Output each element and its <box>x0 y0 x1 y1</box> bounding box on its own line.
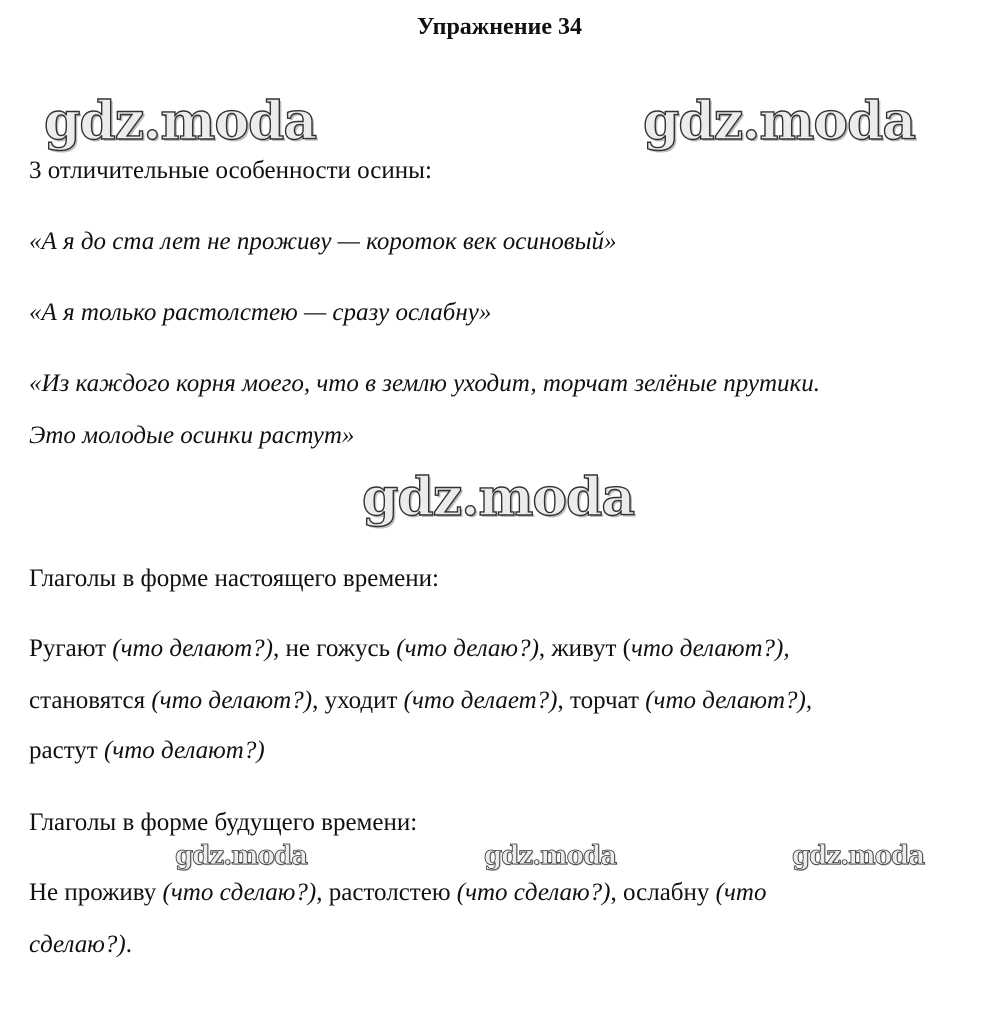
verb-text: растут <box>29 737 104 764</box>
answer-line <box>29 878 766 908</box>
question-text: сделаю?) <box>29 931 126 958</box>
watermark-logo: gdz.moda <box>44 91 317 152</box>
question-text: (что <box>715 879 767 906</box>
quote-line: «Из каждого корня моего, что в землю уходит, торчат зелёные прутики. <box>29 370 821 397</box>
question-text: (что делаю?) <box>396 635 539 662</box>
section-heading-present: Глаголы в форме настоящего времени: <box>29 565 439 592</box>
verb-text: , живут ( <box>538 635 631 662</box>
verb-text: , растолстею <box>316 879 457 906</box>
question-text: (что сделаю?) <box>162 879 317 906</box>
answer-line <box>29 686 812 716</box>
question-text: (что делают?), <box>645 687 813 714</box>
watermark-logo: gdz.moda <box>643 91 916 152</box>
verb-text: , торчат <box>557 687 646 714</box>
answer-line <box>29 736 265 766</box>
verb-text: , уходит <box>312 687 404 714</box>
watermark-logo: gdz.moda <box>484 841 617 871</box>
watermark-logo: gdz.moda <box>362 467 635 528</box>
watermark-logo: gdz.moda <box>792 841 925 871</box>
page-title: Упражнение 34 <box>416 14 582 40</box>
question-text: что делают?), <box>631 635 790 662</box>
section-heading-future: Глаголы в форме будущего времени: <box>29 809 418 836</box>
verb-text: , не гожусь <box>272 635 397 662</box>
question-text: (что делают?) <box>151 687 313 714</box>
verb-text: , ослабну <box>610 879 716 906</box>
section-heading-features: 3 отличительные особенности осины: <box>29 157 432 184</box>
answer-line <box>29 634 790 664</box>
question-text: (что делает?) <box>403 687 558 714</box>
watermark-logo: gdz.moda <box>175 841 308 871</box>
verb-text: . <box>125 931 132 958</box>
verb-text: Не проживу <box>29 879 163 906</box>
question-text: (что сделаю?) <box>456 879 611 906</box>
verb-text: становятся <box>29 687 152 714</box>
answer-line <box>29 930 132 960</box>
question-text: (что делают?) <box>112 635 273 662</box>
question-text: (что делают?) <box>103 737 265 764</box>
quote-line: «А я только растолстею — сразу ослабну» <box>29 299 492 326</box>
quote-line: Это молодые осинки растут» <box>29 422 355 449</box>
verb-text: Ругают <box>29 635 113 662</box>
quote-line: «А я до ста лет не проживу — короток век осиновый» <box>29 228 617 255</box>
